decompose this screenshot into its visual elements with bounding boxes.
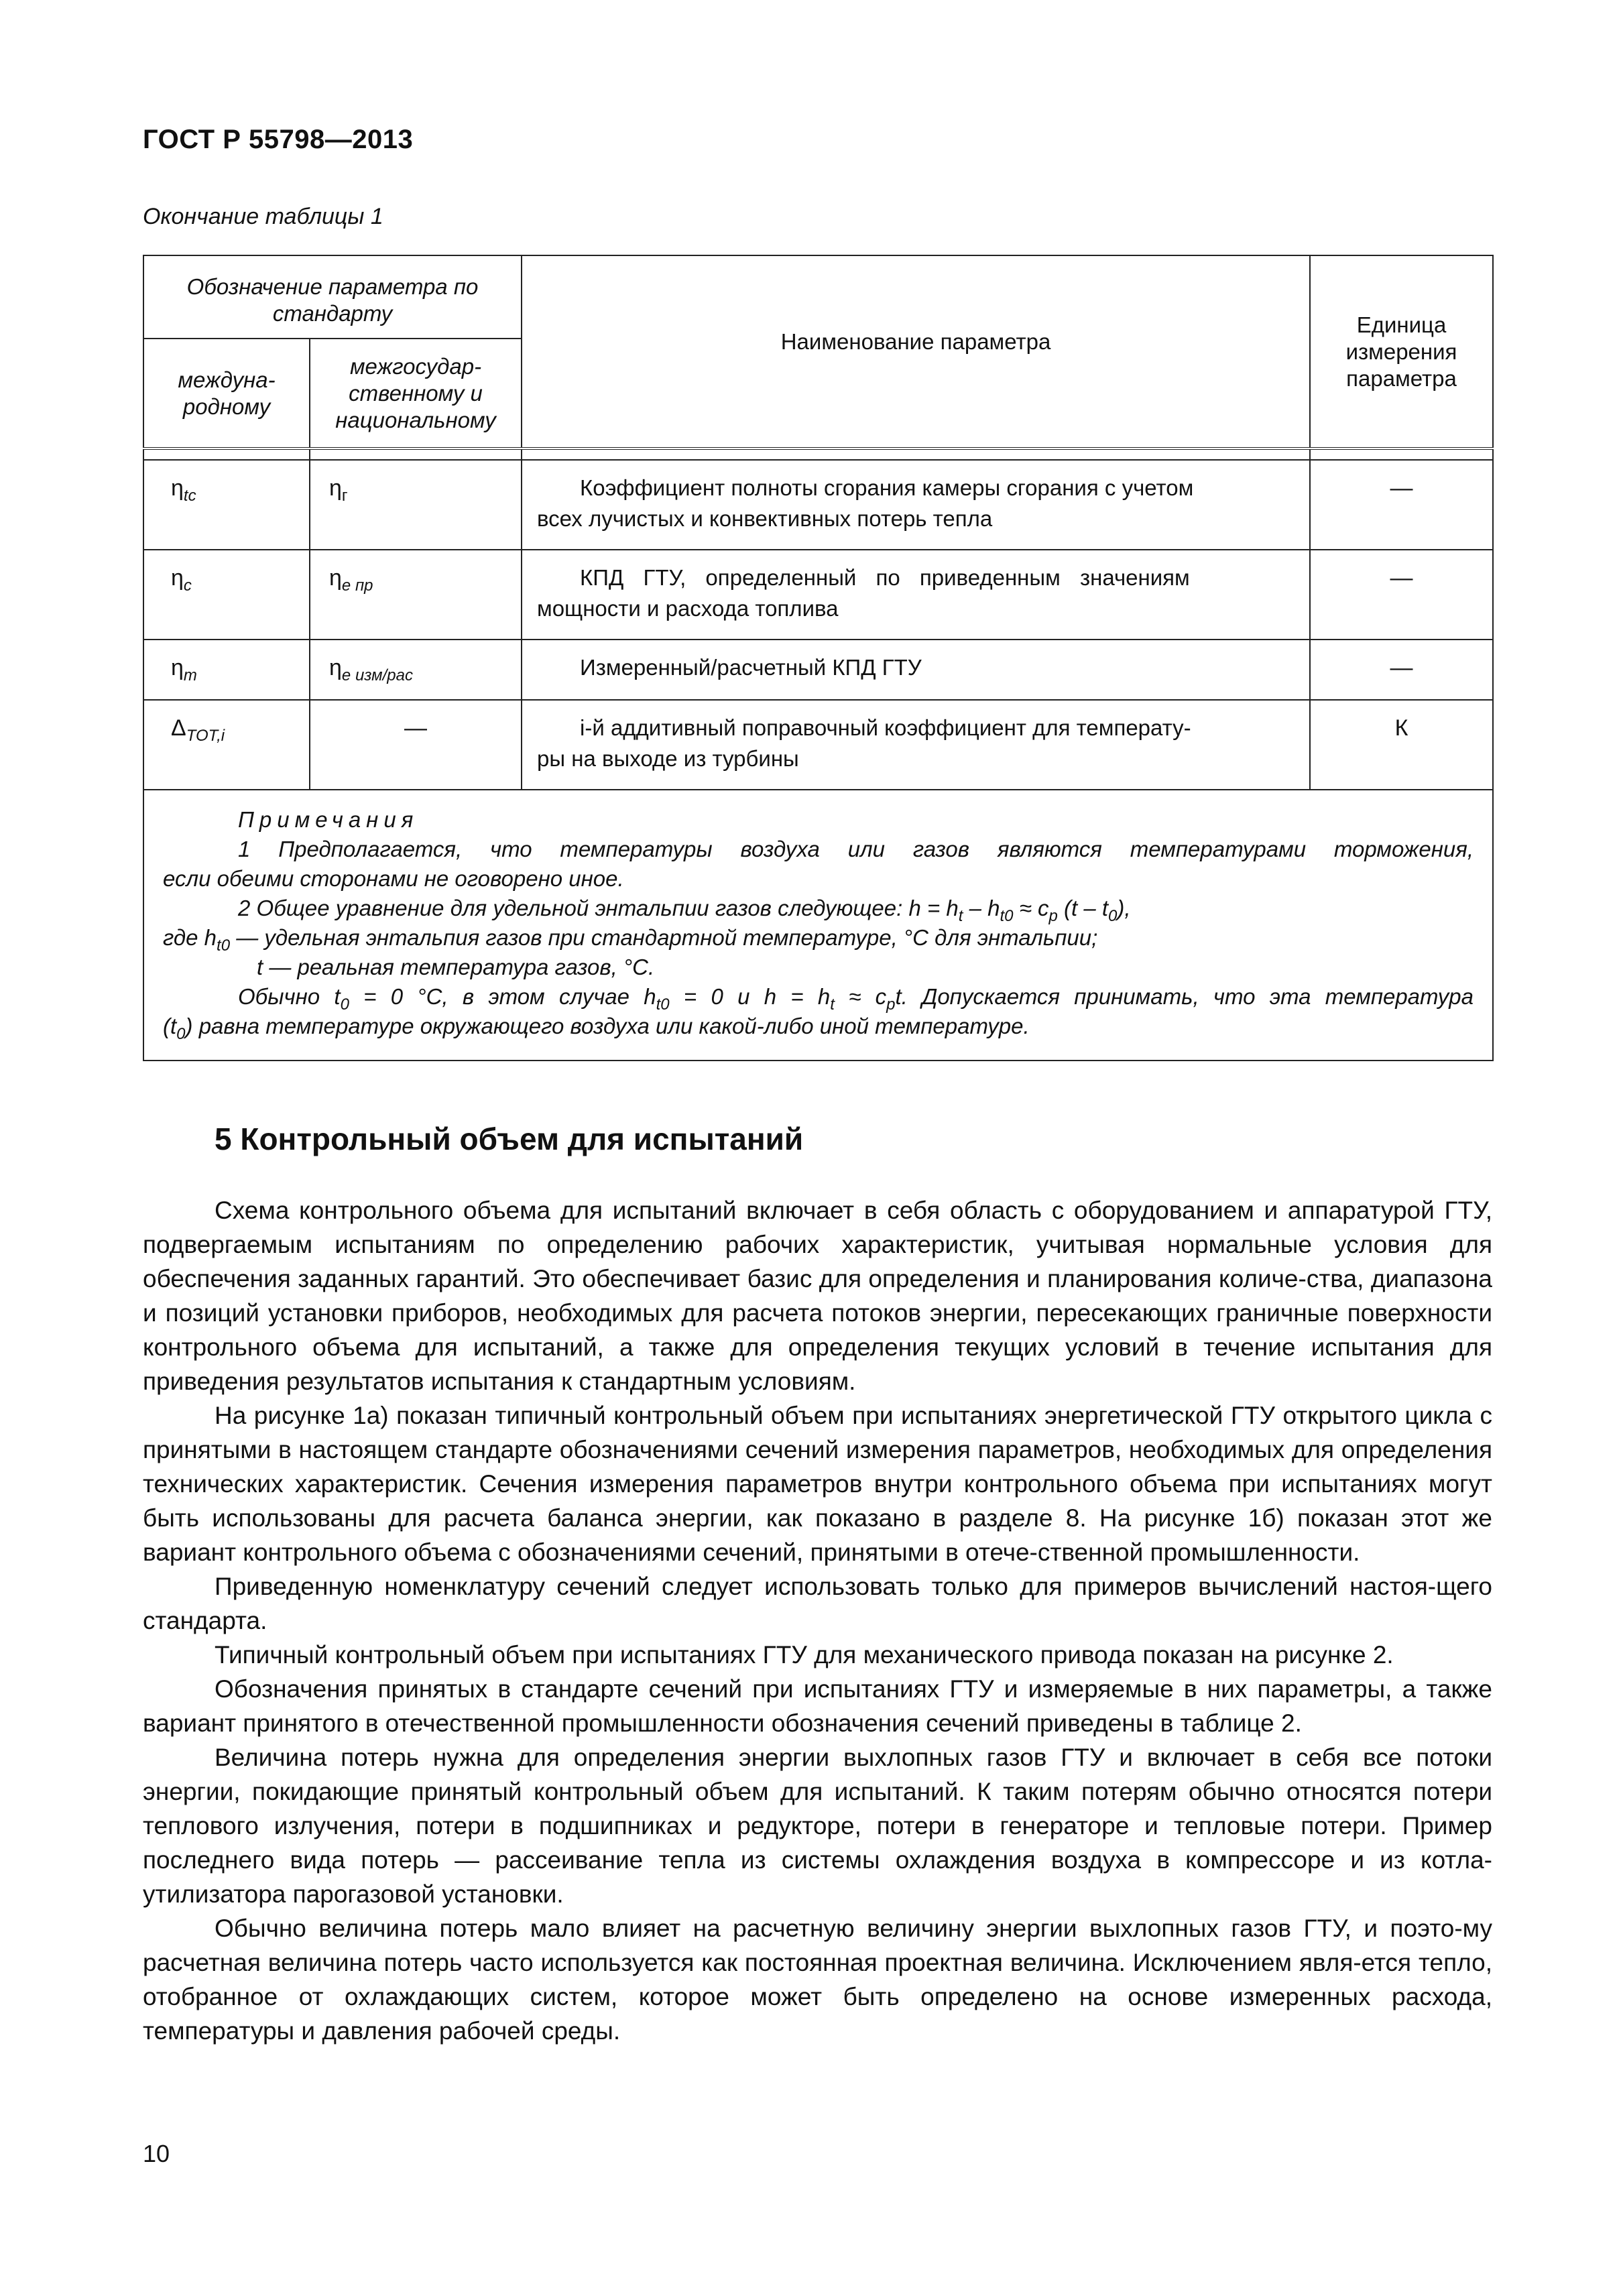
parameter-name: i-й аддитивный поправочный коэффициент для температу- ры на выходе из турбины — [522, 700, 1310, 790]
header-separator — [143, 448, 1493, 460]
note-2-usual: Обычно $t_0 = 0$ °C, в этом случае $h_{t0} = 0$ и $h = h_t \approx c_pt$. Допускается принимать, что эта температура — [238, 984, 1474, 1014]
note-2-t: t — реальная температура газов, °C. — [257, 955, 655, 979]
parameters-table — [143, 255, 1494, 1061]
paragraph: Типичный контрольный объем при испытаниях ГТУ для механического привода показан на рисунке 2. — [215, 1641, 1394, 1669]
header-designation-group: Обозначение параметра по стандарту — [143, 255, 522, 339]
document-header: ГОСТ Р 55798—2013 — [143, 125, 414, 154]
parameter-unit: — — [1310, 640, 1493, 700]
table-row — [143, 550, 1493, 640]
table-caption: Окончание таблицы 1 — [143, 204, 383, 229]
header-international: междуна-родному — [143, 339, 310, 448]
symbol-national: $\eta_{е пр}$ — [310, 550, 522, 640]
header-parameter-name: Наименование параметра — [522, 255, 1310, 448]
header-interstate: межгосудар-ственному и национальному — [310, 339, 522, 448]
table-row — [143, 460, 1493, 550]
parameter-name: КПД ГТУ, определенный по приведенным значениям мощности и расхода топлива — [522, 550, 1310, 640]
page-number: 10 — [143, 2140, 170, 2167]
note-1-cont: если обеими сторонами не оговорено иное. — [163, 866, 624, 891]
section-body — [143, 1193, 1492, 2048]
symbol-international: $\Delta_{TOT,i}$ — [143, 700, 310, 790]
parameter-unit: — — [1310, 550, 1493, 640]
table-row — [143, 640, 1493, 700]
parameter-name: Измеренный/расчетный КПД ГТУ — [522, 640, 1310, 700]
note-2-formula: 2 Общее уравнение для удельной энтальпии газов следующее: $h = h_t - h_{t0} \approx c_p$ $(t - t_0)$, — [238, 896, 1131, 925]
paragraph: Приведенную номенклатуру сечений следует использовать только для примеров вычислений настоя-щего стандарта. — [143, 1573, 1492, 1634]
parameter-unit: К — [1310, 700, 1493, 790]
paragraph: На рисунке 1а) показан типичный контрольный объем при испытаниях энергетической ГТУ открытого цикла с принятыми в настоящем стандарте обозначениями сечений измерения параметров, необходимых для определения технических характеристик. Сечения измерения параметров внутри контрольного объема при испытаниях могут быть использованы для расчета баланса энергии, как показано в разделе 8. На рисунке 1б) показан этот же вариант контрольного объема с обозначениями сечений, принятыми в отече-ственной промышленности. — [143, 1402, 1492, 1566]
table-notes-row — [143, 790, 1493, 1061]
note-2-end: $(t_0)$ равна температуре окружающего воздуха или какой-либо иной температуре. — [163, 1014, 1030, 1043]
paragraph: Схема контрольного объема для испытаний включает в себя область с оборудованием и аппаратурой ГТУ, подвергаемым испытаниям по определению рабочих характеристик, учитывая нормальные условия для обеспечения заданных гарантий. Это обеспечивает базис для определения и планирования количе-ства, диапазона и позиций установки приборов, необходимых для расчета потоков энергии, пересекающих граничные поверхности контрольного объема для испытаний, а также для определения текущих условий в течение испытания для приведения результатов испытания к стандартным условиям. — [143, 1197, 1492, 1395]
symbol-national: — — [310, 700, 522, 790]
parameter-unit: — — [1310, 460, 1493, 550]
header-unit: Единица измерения параметра — [1310, 255, 1493, 448]
symbol-international: $\eta_m$ — [143, 640, 310, 700]
table-row — [143, 700, 1493, 790]
symbol-international: $\eta_{tc}$ — [143, 460, 310, 550]
note-2-where: где $h_{t0}$ — удельная энтальпия газов при стандартной температуре, °C для энтальпии; — [163, 925, 1098, 955]
table-notes — [143, 790, 1493, 1061]
symbol-national: $\eta_{е изм/рас}$ — [310, 640, 522, 700]
notes-title: Примечания — [238, 807, 419, 832]
section-title: 5 Контрольный объем для испытаний — [215, 1122, 804, 1156]
parameter-name: Коэффициент полноты сгорания камеры сгорания с учетом всех лучистых и конвективных потерь тепла — [522, 460, 1310, 550]
symbol-national: $\eta_г$ — [310, 460, 522, 550]
paragraph: Обычно величина потерь мало влияет на расчетную величину энергии выхлопных газов ГТУ, и поэто-му расчетная величина потерь часто используется как постоянная проектная величина. Исключением явля-ется тепло, отобранное от охлаждающих систем, которое может быть определено на основе измеренных расхода, температуры и давления рабочей среды. — [143, 1915, 1492, 2045]
paragraph: Обозначения принятых в стандарте сечений при испытаниях ГТУ и измеряемые в них параметры, а также вариант принятого в отечественной промышленности обозначения сечений приведены в таблице 2. — [143, 1675, 1492, 1737]
symbol-international: $\eta_c$ — [143, 550, 310, 640]
paragraph: Величина потерь нужна для определения энергии выхлопных газов ГТУ и включает в себя все потоки энергии, покидающие принятый контрольный объем для испытаний. К таким потерям обычно относятся потери теплового излучения, потери в подшипниках и редукторе, потери в генераторе и тепловые потери. Пример последнего вида потерь — рассеивание тепла из системы охлаждения воздуха в компрессоре и из котла-утилизатора парогазовой установки. — [143, 1744, 1492, 1908]
note-1: 1 Предполагается, что температуры воздуха или газов являются температурами торможения, — [238, 837, 1474, 861]
